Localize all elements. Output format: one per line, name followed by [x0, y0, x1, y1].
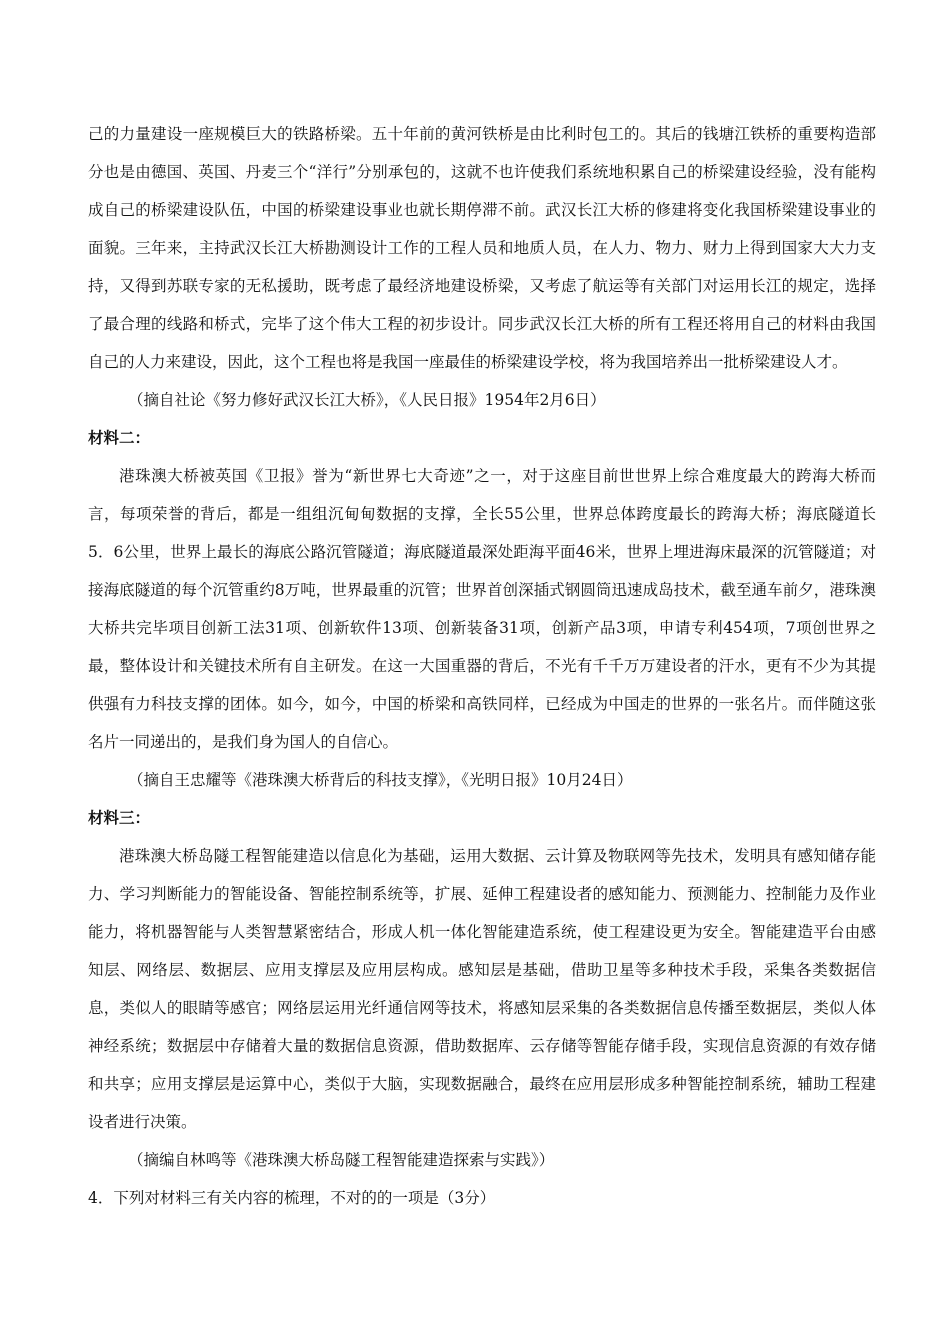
question-4: 4．下列对材料三有关内容的梳理，不对的的一项是（3分）	[88, 1189, 496, 1207]
document-page	[88, 115, 876, 1217]
material3-source: （摘编自林鸣等《港珠澳大桥岛隧工程智能建造探索与实践》）	[128, 1151, 555, 1169]
material1-source: （摘自社论《努力修好武汉长江大桥》，《人民日报》1954年2月6日）	[128, 391, 606, 409]
material2-body: 港珠澳大桥被英国《卫报》誉为“新世界七大奇迹”之一，对于这座目前世世界上综合难度最大的跨海大桥而言，每项荣誉的背后，都是一组组沉甸甸数据的支撑，全长55公里，世界总体跨度最长的跨海大桥；海底隧道长5．6公里，世界上最长的海底公路沉管隧道；海底隧道最深处距海平面46米，世界上埋进海床最深的沉管隧道；对接海底隧道的每个沉管重约8万吨，世界最重的沉管；世界首创深插式钢圆筒迅速成岛技术，截至通车前夕，港珠澳大桥共完毕项目创新工法31项、创新软件13项、创新装备31项，创新产品3项，申请专利454项，7项创世界之最，整体设计和关键技术所有自主研发。在这一大国重器的背后，不光有千千万万建设者的汗水，更有不少为其提供强有力科技支撑的团体。如今，如今，中国的桥梁和高铁同样，已经成为中国走的世界的一张名片。而伴随这张名片一同递出的，是我们身为国人的自信心。	[88, 467, 876, 751]
material1-body: 己的力量建设一座规模巨大的铁路桥梁。五十年前的黄河铁桥是由比利时包工的。其后的钱塘江铁桥的重要构造部分也是由德国、英国、丹麦三个“洋行”分别承包的，这就不也许使我们系统地积累自己的桥梁建设经验，没有能构成自己的桥梁建设队伍，中国的桥梁建设事业也就长期停滞不前。武汉长江大桥的修建将变化我国桥梁建设事业的面貌。三年来，主持武汉长江大桥勘测设计工作的工程人员和地质人员，在人力、物力、财力上得到国家大大力支持，又得到苏联专家的无私援助，既考虑了最经济地建设桥梁，又考虑了航运等有关部门对运用长江的规定，选择了最合理的线路和桥式，完毕了这个伟大工程的初步设计。同步武汉长江大桥的所有工程还将用自己的材料由我国自己的人力来建设，因此，这个工程也将是我国一座最佳的桥梁建设学校，将为我国培养出一批桥梁建设人才。	[88, 125, 876, 371]
material3-heading: 材料三：	[88, 809, 151, 827]
material2-source: （摘自王忠耀等《港珠澳大桥背后的科技支撑》，《光明日报》10月24日）	[128, 771, 633, 789]
material3-body: 港珠澳大桥岛隧工程智能建造以信息化为基础，运用大数据、云计算及物联网等先技术，发明具有感知储存能力、学习判断能力的智能设备、智能控制系统等，扩展、延伸工程建设者的感知能力、预测能力、控制能力及作业能力，将机器智能与人类智慧紧密结合，形成人机一体化智能建造系统，使工程建设更为安全。智能建造平台由感知层、网络层、数据层、应用支撑层及应用层构成。感知层是基础，借助卫星等多种技术手段，采集各类数据信息，类似人的眼睛等感官；网络层运用光纤通信网等技术，将感知层采集的各类数据信息传播至数据层，类似人体神经系统；数据层中存储着大量的数据信息资源，借助数据库、云存储等智能存储手段，实现信息资源的有效存储和共享；应用支撑层是运算中心，类似于大脑，实现数据融合，最终在应用层形成多种智能控制系统，辅助工程建设者进行决策。	[88, 847, 876, 1131]
material2-heading: 材料二：	[88, 429, 151, 447]
